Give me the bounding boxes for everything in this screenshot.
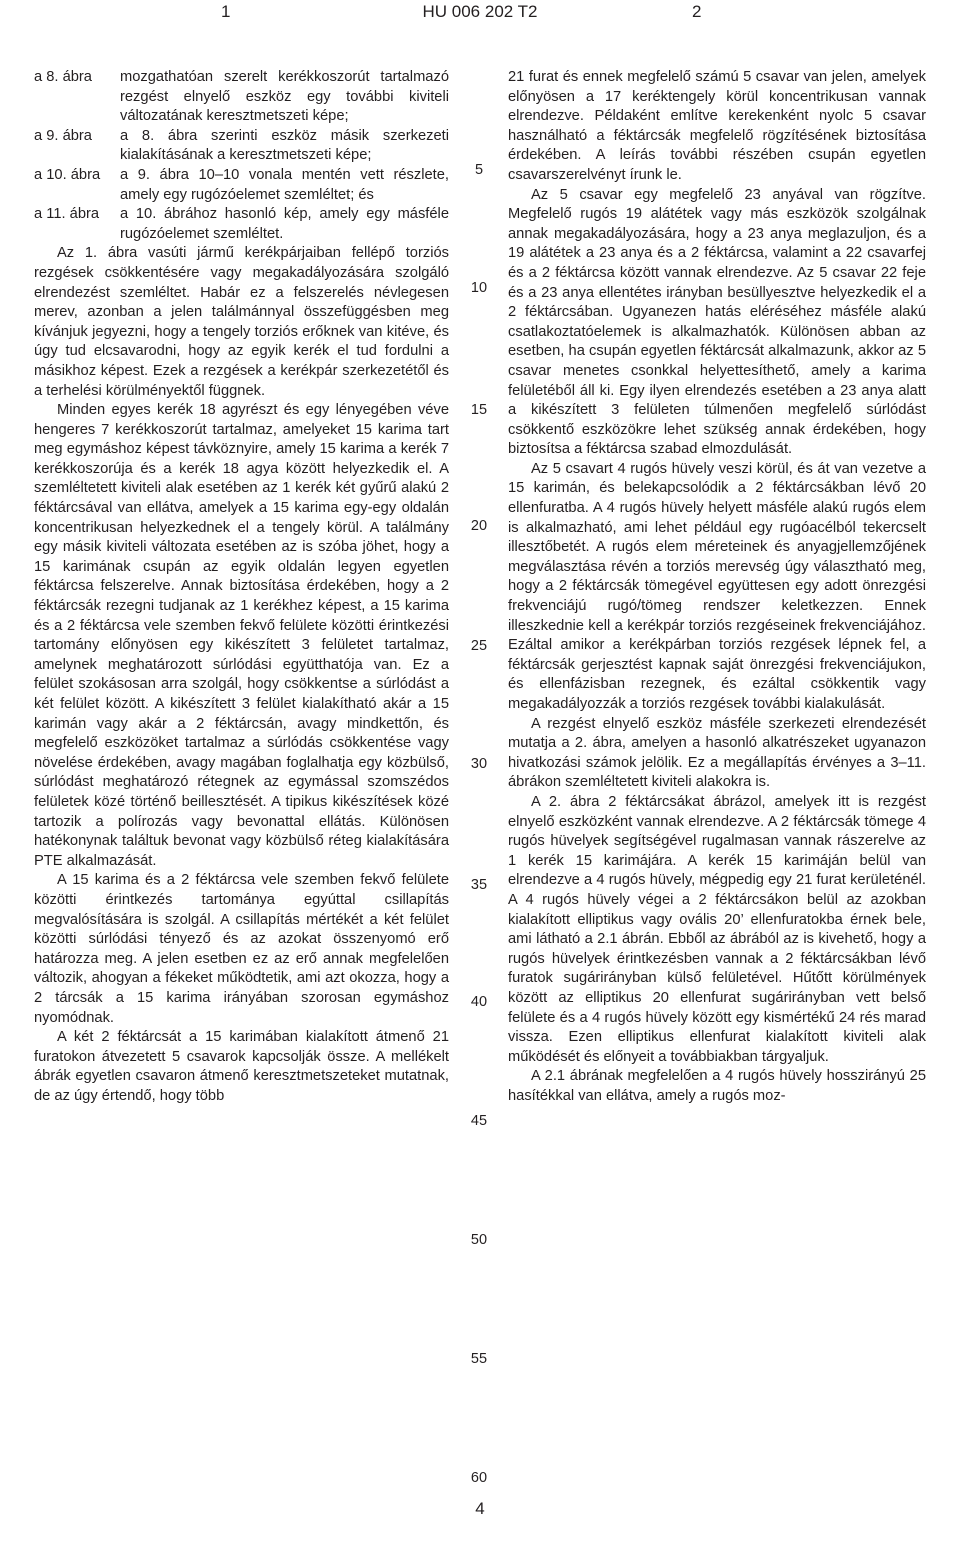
line-number: 55 — [470, 1351, 488, 1367]
figure-ref: a 9. ábra — [34, 127, 92, 144]
line-number: 30 — [470, 756, 488, 772]
figure-ref: a 11. ábra — [34, 206, 100, 223]
line-number: 40 — [470, 994, 488, 1010]
header-right-page-number: 2 — [692, 2, 702, 21]
body-paragraph: Az 1. ábra vasúti jármű kerékpárjaiban fellépő torziós rezgések csökkentésére vagy megakadályozására szolgáló elrendezést szemléltet. Habár ez a felszerelés névlegesen merev, azonban a jelen találmánnyal összefüggésben meg kívánjuk jegyezni, hogy a tengely torziós erőknek van kitéve, és úgy tud elcsavarodni, hogy az egyik kerék el tud fordulni a másikhoz képest. Ezek a rezgések a kerékpár szerkezetétől és a terhelési körülményektől függnek. — [34, 245, 449, 399]
figure-description: a 9. ábra 10–10 vonala mentén vett részlete, amely egy rugózóelemet szemléltet; és — [120, 166, 449, 203]
line-number: 60 — [470, 1470, 488, 1486]
body-paragraph: Az 5 csavar egy megfelelő 23 anyával van rögzítve. Megfelelő rugós 19 alátétek vagy más eszközök szolgálnak annak megakadályozására, hogy a 23 anya meglazuljon, és a 19 alátétek a 23 anya és a 2 féktárcsa, valamint a 22 csavarfej és a 2 féktárcsa között vannak elrendezve. Az 5 csavar 22 feje és a 23 anya ellentétes irányban besüllyesztve helyezkedik el a 2 féktárcsában. Ugyanezen hatás eléréséhez másféle alakú csatlakoztatóelemek is alkalmazhatók. Különösen abban az esetben, ha csupán egyetlen féktárcsát alkalmazunk, akkor az 5 csavar menetes csonkkal helyettesíthető, amely a karima felületéből áll ki. Egy ilyen elrendezés esetében a 23 anya alatt a kikészített 3 felületen túlmenően megfelelő súrlódást csökkentő eszközökre lehet szükség annak érdekében, hogy biztosítsa a féktárcsa szabad elmozdulását. — [508, 186, 926, 458]
figure-description: a 10. ábrához hasonló kép, amely egy másféle rugózóelemet szemléltet. — [120, 206, 449, 242]
body-paragraph: 21 furat és ennek megfelelő számú 5 csavar van jelen, amelyek előnyösen a 17 keréktengely körül koncentrikusan vannak elrendezve. Példaként említve kerekenként nyolc 5 csavar használható a féktárcsák megfelelő rögzítésének biztosítása érdekében. A leírás további részében csupán egyetlen csavarszerelvényt írunk le. — [508, 69, 926, 183]
header-left-page-number: 1 — [221, 2, 231, 21]
figure-list-item — [34, 166, 449, 205]
figure-ref: a 10. ábra — [34, 166, 101, 183]
figure-list — [34, 68, 449, 244]
body-paragraph: Minden egyes kerék 18 agyrészt és egy lényegében véve hengeres 7 kerékkoszorút tartalmaz, amelyeket 15 karima tart meg egymáshoz képest távköznyire, amely 15 karima a kerék 7 kerékkoszorúja és a kerék 18 agya között helyezkedik el. A szemléltetett kiviteli alak esetében az 1 kerék két gyűrű alakú 2 féktárcsával van ellátva, amelyek a 15 karima egy-egy oldalán koncentrikusan helyezkednek el a tengely körül. A találmány egy másik kiviteli változata esetében az is szóba jöhet, hogy a 15 karimának csupán az egyik oldalán legyen egyetlen féktárcsa felszerelve. Annak biztosítása érdekében, hogy a 2 féktárcsák rezegni tudjanak az 1 kerékhez képest, a 15 karima és a 2 féktárcsa vele szemben fekvő felülete közötti érintkezési tartomány előnyösen egy kikészített 3 felületet tartalmaz, amelynek meghatározott súrlódási együtthatója van. Ez a felület szokásosan arra szolgál, hogy csökkentse a súrlódást a két felület között. A kikészített 3 felület kialakítható akár a 15 karimán vagy akár a 2 féktárcsán, avagy mindkettőn, és megfelelő eszközöket tartalmaz a súrlódás csökkentése vagy növelése érdekében, avagy magában foglalhatja egy közbülső, súrlódást meghatározó rétegnek az egymással szomszédos felületek közé történő beillesztését. A tipikus kikészítések közé tartozik a polírozás vagy bevonattal ellátás. Különösen hatékonynak találtuk bevonat vagy közbülső réteg kialakítására PTE alkalmazását. — [34, 402, 449, 869]
figure-ref: a 8. ábra — [34, 69, 92, 85]
body-paragraph: Az 5 csavart 4 rugós hüvely veszi körül, és át van vezetve a 15 karimán, és belekapcsolódik a 2 féktárcsákban lévő 20 ellenfuratba. A 4 rugós hüvely helyett másféle alakú rugós elem is alkalmazható, ami lehet például egy rugóacélból tekercselt illesztőbetét. A rugós elem méreteinek és anyagjellemzőjének megválasztása révén a torziós merevség úgy választható meg, hogy a 2 féktárcsák tömegével együttesen egy adott önrezgési frekvenciájú rugó/tömeg rendszer keletkezzen. Ennek illeszkednie kell a kerékpár torziós rezgéseinek frekvenciájához. Ezáltal amikor a kerékpárban torziós rezgések lépnek fel, a féktárcsák gerjesztést kapnak saját önrezgési frekvenciájukon, és ellenfázisban rezegnek, és ezáltal csökkentik vagy megakadályozzák a torziós rezgések további kialakulását. — [508, 460, 926, 712]
line-number: 10 — [470, 280, 488, 296]
body-paragraph: A 2. ábra 2 féktárcsákat ábrázol, amelyek itt is rezgést elnyelő eszközként vannak elrendezve. A 2 féktárcsák tömege 4 rugós hüvelyek segítségével rugalmasan vannak rászerelve az 1 kerék 15 karimájára. A kerék 15 karimáján belül van elrendezve a 4 rugós hüvely, mégpedig egy 21 furat kerületénél. A 4 rugós hüvely végei a 2 féktárcsákon belül az azokban kialakított elliptikus vagy ovális 20’ ellenfuratokba érnek bele, ami látható a 2.1 ábrán. Ebből az ábrából az is kivehető, hogy a rugós hüvelyek érintkezésben vannak a 2 féktárcsákban lévő furatok sugárirányban külső felületével. Hűtőtt körülmények között az elliptikus 20 ellenfurat sugárirányban vett belső felülete és a 4 rugós hüvely között egy kismértékű 24 rés marad vissza. Ezen elliptikus ellenfurat kialakított kiviteli alak működését és előnyeit a továbbiakban tárgyaljuk. — [508, 793, 926, 1065]
line-number: 20 — [470, 518, 488, 534]
right-column — [508, 68, 926, 1106]
body-paragraph: A két 2 féktárcsát a 15 karimában kialakított átmenő 21 furatokon átvezetett 5 csavarok kapcsolják össze. A mellékelt ábrák egyetlen csavaron átmenő keresztmetszeteket mutatnak, de az úgy értendő, hogy több — [34, 1029, 449, 1104]
line-number: 25 — [470, 638, 488, 654]
figure-list-item — [34, 68, 449, 127]
body-paragraph: A 2.1 ábrának megfelelően a 4 rugós hüvely hosszirányú 25 hasítékkal van ellátva, amely a rugós moz- — [508, 1068, 926, 1104]
line-number: 35 — [470, 877, 488, 893]
body-paragraph: A 15 karima és a 2 féktárcsa vele szemben fekvő felülete közötti érintkezés tartománya egyúttal csillapítás megvalósítására is szolgál. A csillapítás mértékét a két felület közötti súrlódási tényező és az azokat összenyomó erő határozza meg. A jelen esetben ez az erő annak megfelelően változik, ahogyan a fékeket működtetik, ami azt okozza, hogy a 2 tárcsák a 15 karima irányában szorosan egymáshoz nyomódnak. — [34, 872, 449, 1026]
document-number: HU 006 202 T2 — [422, 2, 538, 21]
figure-description: mozgathatóan szerelt kerékkoszorút tartalmazó rezgést elnyelő eszköz egy további kiviteli változatának keresztmetszeti képe; — [120, 69, 449, 125]
line-number: 5 — [474, 162, 484, 178]
line-number: 50 — [470, 1232, 488, 1248]
line-number: 15 — [470, 402, 488, 418]
line-number: 45 — [470, 1113, 488, 1129]
left-column — [34, 68, 449, 1106]
figure-list-item — [34, 205, 449, 244]
body-paragraph: A rezgést elnyelő eszköz másféle szerkezeti elrendezését mutatja a 2. ábra, amelyen a hasonló alkatrészeket ugyanazon hivatkozási számok jelölik. Ez a megállapítás érvényes a 3–11. ábrákon szemléltetett kiviteli alakokra is. — [508, 715, 926, 791]
figure-list-item — [34, 127, 449, 166]
footer-page-number: 4 — [475, 1499, 485, 1518]
figure-description: a 8. ábra szerinti eszköz másik szerkezeti kialakításának a keresztmetszeti képe; — [120, 127, 449, 164]
